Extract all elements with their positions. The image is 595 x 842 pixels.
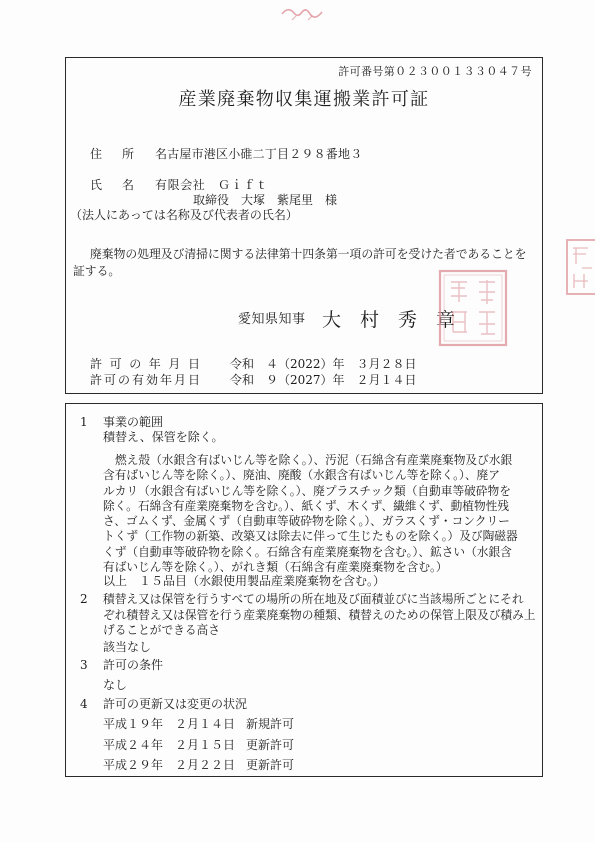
permit-date-label-wrap	[90, 357, 200, 372]
waste-types-line: ルカリ（水銀含有ばいじん等を除く。）、廃プラスチック類（自動車等破砕物を	[103, 483, 511, 498]
waste-types-line: トくず（工作物の新築、改築又は除去に伴って生じたものを除く。）及び陶磁器	[103, 529, 518, 544]
address-label-wrap	[90, 147, 134, 162]
valid-until-value: 令和 ９（2027）年 ２月１４日	[230, 373, 417, 387]
certification-text: 廃棄物の処理及び清掃に関する法律第十四条第一項の許可を受けた者であることを証する。	[73, 247, 527, 278]
storage-heading-line: げることができる高さ	[103, 623, 220, 637]
waste-types-line: 含有ばいじん等を除く。）、廃油、廃酸（水銀含有ばいじん等を除く。）、廃ア	[103, 468, 500, 483]
name-note: （法人にあっては名称及び代表者の氏名）	[70, 208, 298, 222]
history-action: 更新許可	[246, 738, 295, 752]
issuer-title: 愛知県知事	[238, 312, 306, 327]
waste-types-line: さ、ゴムくず、金属くず（自動車等破砕物を除く。）、ガラスくず・コンクリー	[103, 514, 510, 529]
waste-types-line: 燃え殻（水銀含有ばいじん等を除く。）、汚泥（石綿含有産業廃棄物及び水銀	[115, 453, 513, 467]
permit-number: 許可番号第０２３００１３３０４７号	[338, 65, 532, 78]
waste-types-line: 有ばいじん等を除く。）、がれき類（石綿含有産業廃棄物を含む。）	[103, 560, 448, 575]
official-seal	[437, 268, 509, 348]
history-date: 平成２４年 ２月１５日	[103, 738, 236, 752]
issuer-name: 大 村 秀 章	[322, 309, 456, 331]
conditions-heading: 許可の条件	[103, 658, 164, 672]
history-date: 平成２９年 ２月２２日	[103, 758, 236, 772]
history-date: 平成１９年 ２月１４日	[103, 717, 236, 731]
history-row	[103, 758, 294, 773]
storage-heading-line: ぞれ積替え又は保管を行う産業廃棄物の種類、積替えのための保管上限及び積み上	[103, 607, 536, 622]
permit-date-label: 許可の年月日	[90, 357, 200, 371]
storage-heading-line: 積替え又は保管を行うすべての場所の所在地及び面積並びに当該場所ごとにそれ	[103, 592, 524, 606]
history-row	[103, 738, 294, 753]
history-action: 新規許可	[246, 717, 295, 731]
history-heading: 許可の更新又は変更の状況	[103, 697, 248, 711]
margin-seal	[564, 238, 595, 296]
conditions-number: 3	[80, 658, 88, 672]
history-row	[103, 717, 294, 732]
waste-types-list	[103, 453, 518, 575]
storage-number: 2	[80, 592, 88, 606]
representative-name: 取締役 大塚 紫尾里 様	[193, 193, 338, 207]
top-seal-fragment	[278, 4, 326, 26]
scope-heading: 事業の範囲	[103, 415, 164, 429]
conditions-value: なし	[103, 678, 128, 692]
scope-number: 1	[80, 415, 88, 429]
company-name: 有限会社 Ｇｉｆｔ	[155, 178, 269, 192]
storage-heading	[103, 592, 535, 639]
history-action: 更新許可	[246, 758, 295, 772]
valid-until-label: 許可の有効年月日	[90, 373, 200, 387]
waste-types-line: くず（自動車等破砕物を除く。石綿含有産業廃棄物を含む。）、鉱さい（水銀含	[103, 544, 512, 559]
waste-types-line: 除く。石綿含有産業廃棄物を含む。）、紙くず、木くず、繊維くず、動植物性残	[103, 498, 510, 513]
history-number: 4	[80, 697, 88, 711]
document-title: 産業廃棄物収集運搬業許可証	[178, 89, 430, 110]
address-value: 名古屋市港区小碓二丁目２９８番地３	[155, 147, 363, 161]
address-label: 住所	[90, 147, 134, 161]
scope-total: 以上 １５品目（水銀使用製品産業廃棄物を含む。）	[103, 574, 386, 588]
valid-until-label-wrap	[90, 373, 200, 388]
permit-date-value: 令和 ４（2022）年 ３月２８日	[230, 357, 417, 371]
name-label-wrap	[90, 178, 134, 193]
name-label: 氏名	[90, 178, 134, 192]
storage-value: 該当なし	[103, 640, 152, 654]
scope-exclusion: 積替え、保管を除く。	[103, 430, 224, 444]
